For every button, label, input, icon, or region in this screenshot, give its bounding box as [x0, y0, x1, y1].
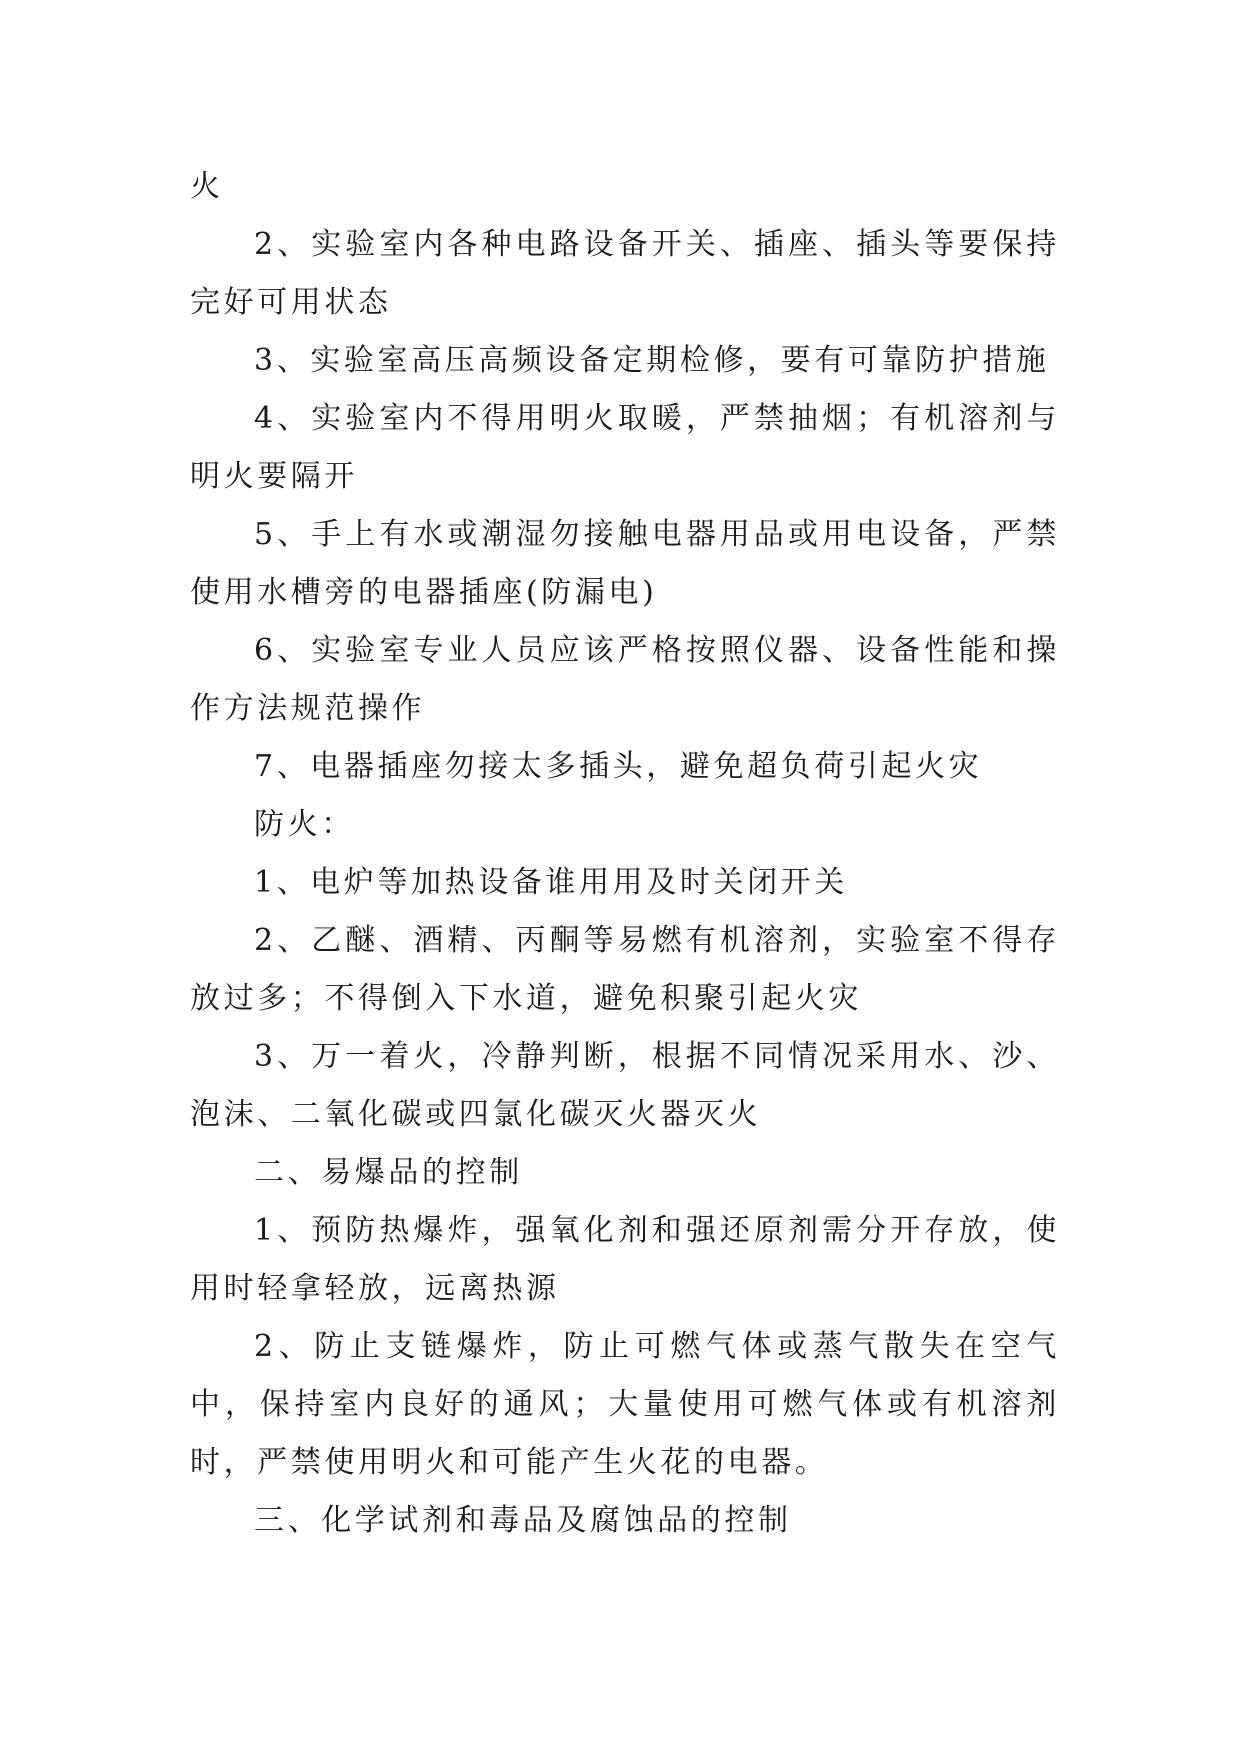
- paragraph-item-7-sockets: 7、电器插座勿接太多插头，避免超负荷引起火灾: [254, 749, 983, 784]
- paragraph-item-2-circuits: 2、实验室内各种电路设备开关、插座、插头等要保持完好可用状态: [190, 227, 1060, 320]
- paragraph-fragment-fire: 火: [190, 169, 224, 204]
- paragraph-item-5-wet-hands: 5、手上有水或潮湿勿接触电器用品或用电设备，严禁使用水槽旁的电器插座(防漏电): [190, 517, 1060, 610]
- section-heading-chemicals: 三、化学试剂和毒品及腐蚀品的控制: [254, 1503, 792, 1538]
- paragraph-item-3-high-voltage: 3、实验室高压高频设备定期检修，要有可靠防护措施: [254, 343, 1050, 378]
- paragraph-explosive-item-1: 1、预防热爆炸，强氧化剂和强还原剂需分开存放，使用时轻拿轻放，远离热源: [190, 1213, 1060, 1306]
- document-body: [190, 158, 1060, 1550]
- paragraph-fire-item-3: 3、万一着火，冷静判断，根据不同情况采用水、沙、泡沫、二氧化碳或四氯化碳灭火器灭火: [190, 1039, 1060, 1132]
- paragraph-item-6-operation: 6、实验室专业人员应该严格按照仪器、设备性能和操作方法规范操作: [190, 633, 1060, 726]
- section-heading-fire-prevention: 防火：: [254, 807, 355, 842]
- section-heading-explosives: 二、易爆品的控制: [254, 1155, 523, 1190]
- paragraph-fire-item-1: 1、电炉等加热设备谁用用及时关闭开关: [254, 865, 848, 900]
- paragraph-fire-item-2: 2、乙醚、酒精、丙酮等易燃有机溶剂，实验室不得存放过多；不得倒入下水道，避免积聚引起火灾: [190, 923, 1060, 1016]
- paragraph-explosive-item-2: 2、防止支链爆炸，防止可燃气体或蒸气散失在空气中，保持室内良好的通风；大量使用可燃气体或有机溶剂时，严禁使用明火和可能产生火花的电器。: [190, 1329, 1060, 1480]
- paragraph-item-4-open-flame: 4、实验室内不得用明火取暖，严禁抽烟；有机溶剂与明火要隔开: [190, 401, 1060, 494]
